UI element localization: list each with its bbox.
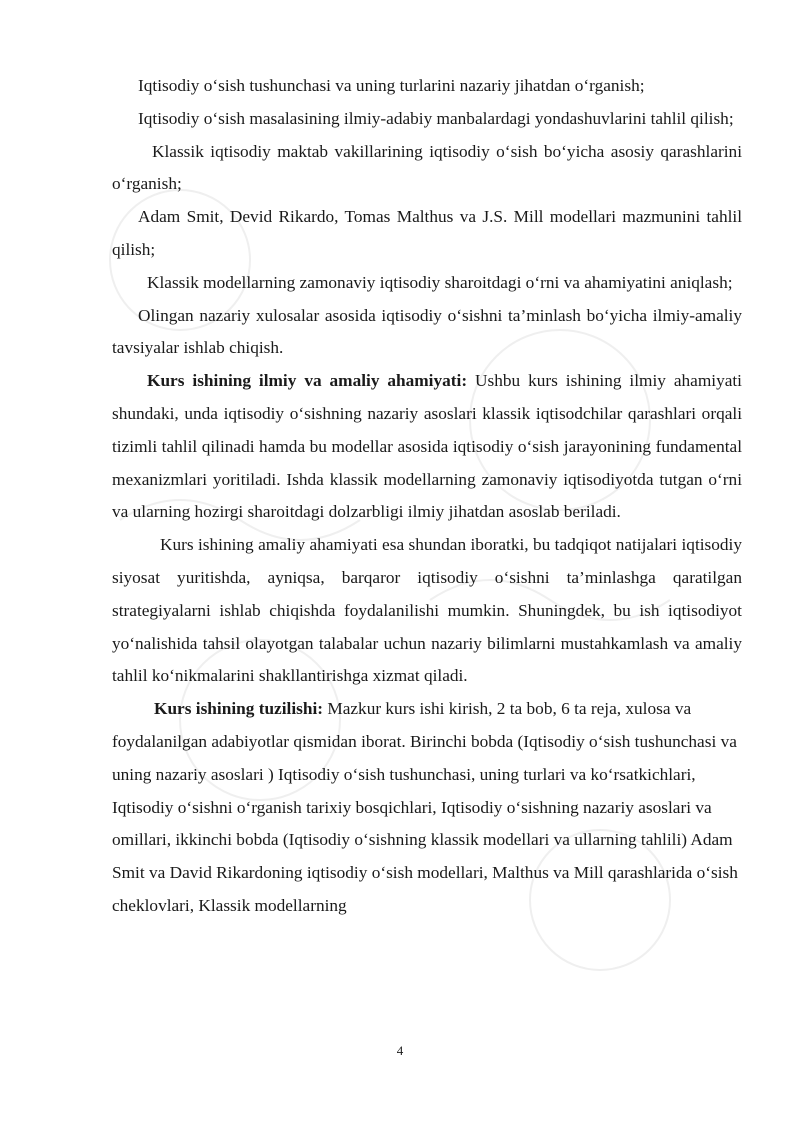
objective-1 — [112, 70, 742, 103]
objective-5-text: Klassik modellarning zamonaviy iqtisodiy sharoitdagi o‘rni va ahamiyatini aniqlash; — [147, 272, 733, 292]
objective-2-text: Iqtisodiy o‘sish masalasining ilmiy-adabiy manbalardagi yondashuvlarini tahlil qilish; — [138, 108, 734, 128]
objective-2 — [112, 103, 742, 136]
significance-heading: Kurs ishining ilmiy va amaliy ahamiyati: — [147, 371, 468, 391]
structure-heading: Kurs ishining tuzilishi: — [154, 699, 324, 719]
structure-text: Mazkur kurs ishi kirish, 2 ta bob, 6 ta reja, xulosa va foydalanilgan adabiyotlar qismidan iborat. Birinchi bobda (Iqtisodiy o‘sish tushunchasi va uning nazariy asoslari ) Iqtisodiy o‘sish tushunchasi, uning turlari va ko‘rsatkichlari, Iqtisodiy o‘sishni o‘rganish tarixiy bosqichlari, Iqtisodiy o‘sishning nazariy asoslari va omillari, ikkinchi bobda (Iqtisodiy o‘sishning klassik modellari va ullarning tahlili) Adam Smit va David Rikardoning iqtisodiy o‘sish modellari, Malthus va Mill qarashlarida o‘sish cheklovlari, Klassik modellarning — [112, 699, 738, 915]
structure-paragraph — [112, 693, 742, 923]
objective-1-text: Iqtisodiy o‘sish tushunchasi va uning turlarini nazariy jihatdan o‘rganish; — [138, 76, 645, 95]
objective-5 — [112, 267, 742, 300]
practical-text: Kurs ishining amaliy ahamiyati esa shundan iboratki, bu tadqiqot natijalari iqtisodiy siyosat yuritishda, ayniqsa, barqaror iqtisodiy o‘sishni ta’minlashga qaratilgan strategiyalarni ishlab chiqishda foydalanilishi mumkin. Shuningdek, bu ish iqtisodiyot yo‘nalishida tahsil olayotgan talabalar uchun nazariy bilimlarni mustahkamlash va amaliy tahlil ko‘nikmalarini shakllantirishga xizmat qiladi. — [112, 535, 742, 686]
objective-4-text: Adam Smit, Devid Rikardo, Tomas Malthus va J.S. Mill modellari mazmunini tahlil qilish; — [112, 207, 742, 259]
objective-4 — [112, 201, 742, 267]
significance-text: Ushbu kurs ishining ilmiy ahamiyati shundaki, unda iqtisodiy o‘sishning nazariy asoslari klassik iqtisodchilar qarashlari orqali tizimli tahlil qilinadi hamda bu modellar asosida iqtisodiy o‘sish jarayonining fundamental mexanizmlari yoritiladi. Ishda klassik modellarning zamonaviy iqtisodiyotda tutgan o‘rni va ularning hozirgi sharoitdagi dolzarbligi ilmiy jihatdan asoslab beriladi. — [112, 371, 742, 522]
objective-3-text: Klassik iqtisodiy maktab vakillarining iqtisodiy o‘sish bo‘yicha asosiy qarashlarini o‘rganish; — [112, 141, 742, 194]
practical-paragraph — [112, 529, 742, 693]
objective-6-text: Olingan nazariy xulosalar asosida iqtisodiy o‘sishni ta’minlash bo‘yicha ilmiy-amaliy tavsiyalar ishlab chiqish. — [112, 305, 742, 358]
body-text — [112, 70, 742, 923]
page-number: 4 — [396, 1043, 404, 1058]
significance-paragraph — [112, 365, 742, 529]
objective-6 — [112, 300, 742, 366]
objective-3 — [112, 136, 742, 202]
